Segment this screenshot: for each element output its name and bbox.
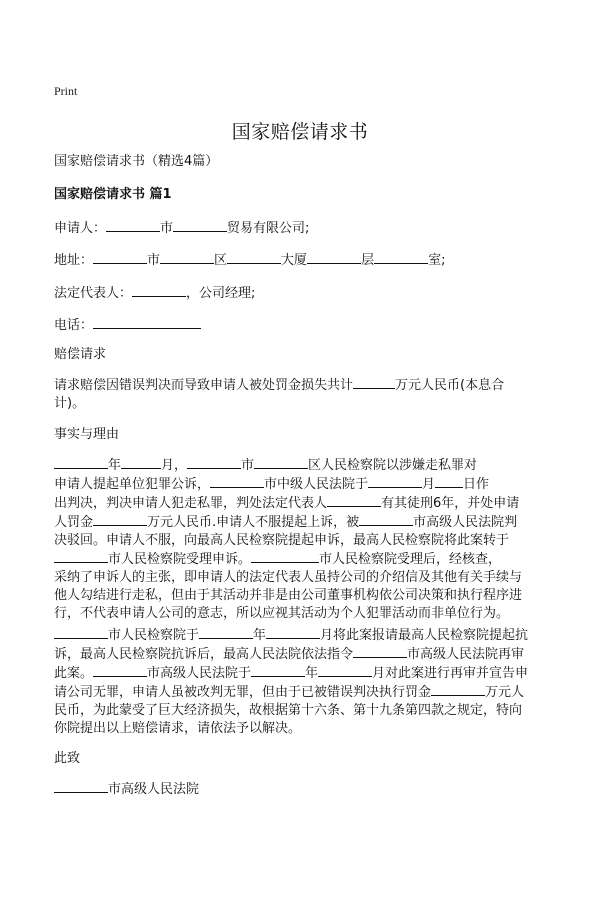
address-building: 大厦 — [281, 253, 308, 268]
document-subtitle: 国家赔偿请求书（精选4篇） — [54, 154, 219, 169]
text: 请公司无罪，申请人虽被改判无罪，但由于已被错误判决执行罚金 — [54, 685, 432, 700]
blank — [374, 251, 428, 264]
text: 市人民检察院于 — [108, 628, 200, 643]
text: 市 — [241, 458, 255, 473]
text: 市高级人民法院判 — [413, 515, 518, 530]
text: 万元人民币.申请人不服提起上诉，被 — [147, 515, 360, 530]
facts-paragraph-2 — [54, 626, 554, 738]
text: 市人民检察院受理后，经核查， — [319, 552, 502, 567]
text: 万元人 — [485, 685, 525, 700]
text: 人罚金 — [54, 515, 94, 530]
text: 市中级人民法院于 — [264, 477, 369, 492]
text: 行，不代表申请人公司的意志，所以应视其活动为个人犯罪活动而非单位行为。 — [54, 606, 510, 621]
text: 年 — [253, 628, 267, 643]
blank — [251, 550, 319, 563]
blank — [54, 550, 108, 563]
blank — [132, 284, 186, 297]
section-heading: 国家赔偿请求书 篇1 — [54, 187, 172, 202]
recipient-line — [54, 780, 199, 799]
blank — [368, 475, 422, 488]
address-line — [54, 251, 445, 270]
blank — [353, 645, 407, 658]
claim-paragraph — [54, 376, 554, 413]
text: 市人民检察院受理申诉。 — [108, 552, 252, 567]
text: 采纳了申诉人的主张，即申请人的法定代表人虽持公司的介绍信及其他有关手续与 — [54, 570, 523, 585]
claim-heading: 赔偿请求 — [54, 347, 107, 362]
blank — [227, 251, 281, 264]
text: 你院提出以上赔偿请求，请依法予以解决。 — [54, 721, 302, 736]
blank — [359, 513, 413, 526]
document-title: 国家赔偿请求书 — [231, 121, 369, 143]
text: 市高级人民法院再审 — [407, 647, 525, 662]
blank — [199, 626, 253, 639]
blank — [353, 376, 395, 389]
blank — [327, 494, 381, 507]
phone-line — [54, 316, 201, 335]
blank — [106, 219, 160, 232]
address-city: 市 — [147, 253, 161, 268]
text: 区人民检察院以涉嫌走私罪对 — [308, 458, 478, 473]
legal-rep-label: 法定代表人： — [54, 286, 133, 301]
claim-text: 计)。 — [54, 396, 86, 411]
text: 年 — [305, 666, 319, 681]
applicant-line — [54, 219, 309, 238]
blank — [93, 513, 147, 526]
blank — [187, 456, 241, 469]
phone-label: 电话： — [54, 318, 94, 333]
blank — [121, 456, 161, 469]
text: 出判决，判决申请人犯走私罪，判处法定代表人 — [54, 496, 328, 511]
text: 申请人提起单位犯罪公诉， — [54, 477, 211, 492]
blank — [251, 664, 305, 677]
legal-rep-title: ，公司经理; — [186, 286, 256, 301]
blank — [307, 251, 361, 264]
text: 市高级人民法院于 — [147, 666, 252, 681]
legal-rep-line — [54, 284, 255, 303]
text: 诉，最高人民检察院抗诉后，最高人民法院依法指令 — [54, 647, 354, 662]
address-floor: 层 — [361, 253, 375, 268]
blank — [431, 683, 485, 696]
blank — [210, 475, 264, 488]
blank — [54, 626, 108, 639]
applicant-city: 市 — [160, 221, 174, 236]
text: 月对此案进行再审并宣告申 — [372, 666, 529, 681]
applicant-company: 贸易有限公司; — [227, 221, 310, 236]
blank — [160, 251, 214, 264]
blank — [93, 316, 201, 329]
blank — [173, 219, 227, 232]
address-label: 地址： — [54, 253, 94, 268]
text: 日作 — [463, 477, 490, 492]
text: 月将此案报请最高人民检察院提起抗 — [320, 628, 529, 643]
text: 有其徒刑6年，并处申请 — [381, 496, 520, 511]
applicant-label: 申请人： — [54, 221, 107, 236]
print-link[interactable]: Print — [54, 84, 78, 98]
text: 年 — [108, 458, 122, 473]
blank — [318, 664, 372, 677]
text: 决驳回。申请人不服，向最高人民检察院提起申诉，最高人民检察院将此案转于 — [54, 533, 510, 548]
address-district: 区 — [214, 253, 228, 268]
blank — [435, 475, 463, 488]
blank — [93, 664, 147, 677]
text: 月， — [161, 458, 188, 473]
blank — [54, 780, 108, 793]
address-room: 室; — [428, 253, 446, 268]
text: 此案。 — [54, 666, 94, 681]
blank — [266, 626, 320, 639]
text: 月 — [422, 477, 436, 492]
blank — [93, 251, 147, 264]
text: 他人勾结进行走私，但由于其活动并非是由公司董事机构依公司决策和执行程序进 — [54, 588, 523, 603]
blank — [54, 456, 108, 469]
closing: 此致 — [54, 751, 81, 766]
facts-heading: 事实与理由 — [54, 427, 120, 442]
claim-text: 请求赔偿因错误判决而导致申请人被处罚金损失共计 — [54, 378, 354, 393]
text: 民币，为此蒙受了巨大经济损失，故根据第十六条、第十九条第四款之规定，特向 — [54, 703, 523, 718]
blank — [254, 456, 308, 469]
facts-paragraph-1 — [54, 456, 554, 623]
claim-text: 万元人民币(本息合 — [395, 378, 505, 393]
recipient: 市高级人民法院 — [108, 782, 200, 797]
